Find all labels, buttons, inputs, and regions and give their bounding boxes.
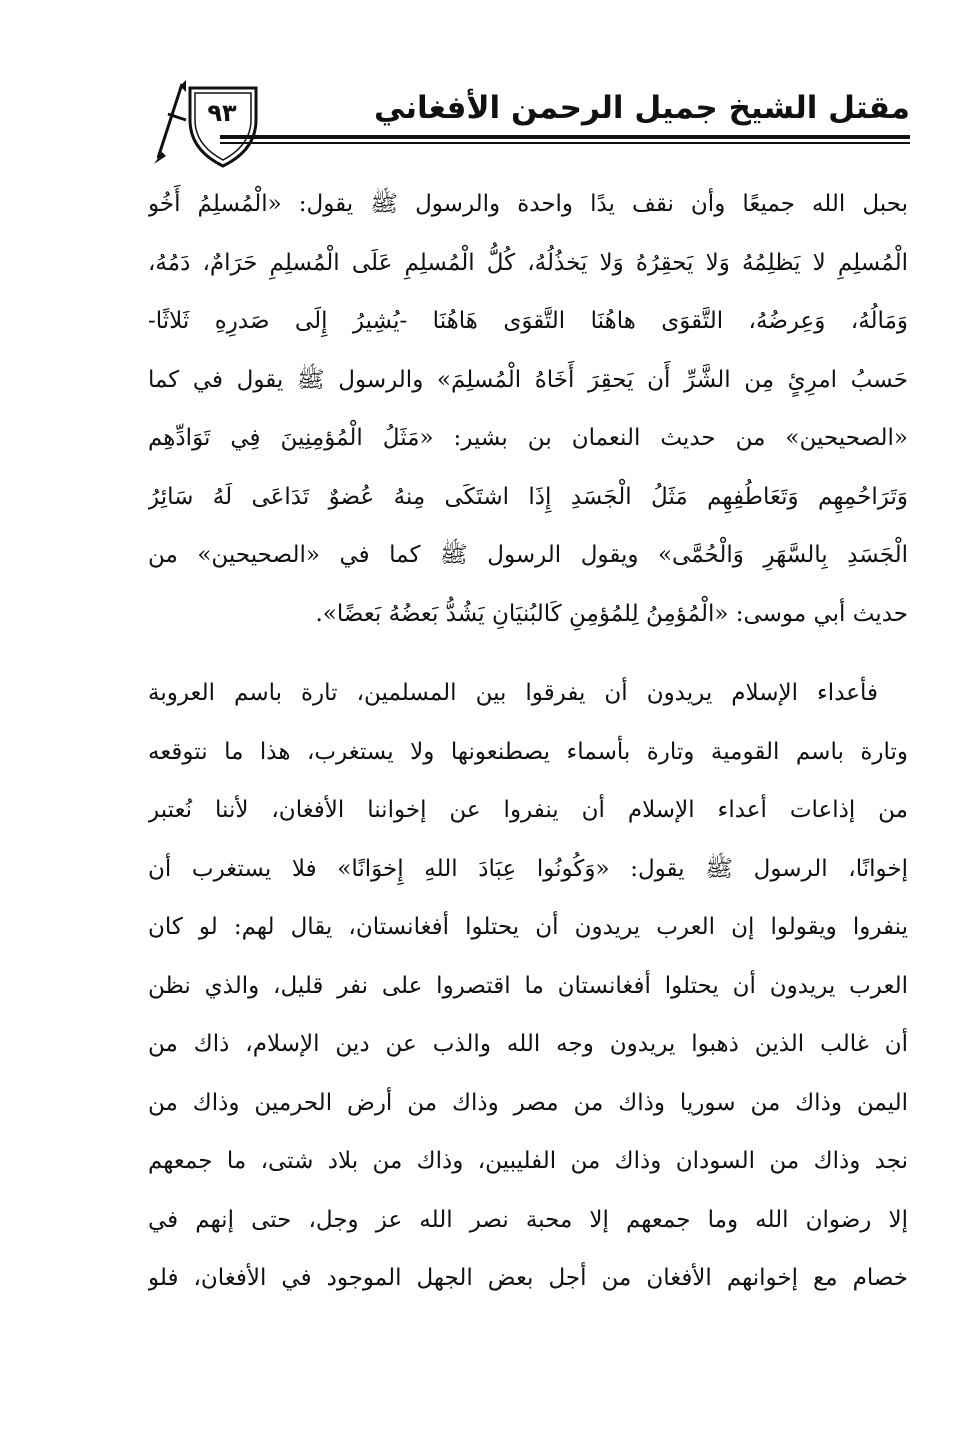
text-line: إلا رضوان الله وما جمعهم إلا محبة نصر الله عز وجل، حتى إنهم في (148, 1206, 908, 1233)
text-line: فأعداء الإسلام يريدون أن يفرقوا بين المسلمين، تارة باسم العروبة (148, 680, 878, 706)
text-line: وتارة باسم القومية وتارة بأسماء يصطنعونها ولا يستغرب، هذا ما نتوقعه (148, 738, 908, 765)
page-number: ٩٣ (207, 99, 237, 127)
text-line: نجد وذاك من السودان وذاك من الفليبين، وذاك من بلاد شتى، ما جمعهم (148, 1148, 908, 1174)
text-line: اليمن وذاك من سوريا وذاك من مصر وذاك من أرض الحرمين وذاك من (148, 1089, 908, 1116)
text-line: خصام مع إخوانهم الأفغان من أجل بعض الجهل الموجود في الأفغان، فلو (148, 1265, 908, 1291)
running-header-title: مقتل الشيخ جميل الرحمن الأفغاني (374, 90, 910, 126)
body-text (148, 175, 908, 1308)
text-line: الْمُسلِمِ لا يَظلِمُهُ وَلا يَحقِرُهُ وَلا يَخذُلُهُ، كُلُّ الْمُسلِمِ عَلَى الْمُسلِمِ حَرَامٌ، دَمُهُ، (148, 249, 908, 276)
paragraph-1 (148, 175, 908, 643)
page-number-badge (140, 80, 260, 170)
text-line: وَتَرَاحُمِهِم وَتَعَاطُفِهِم مَثَلُ الْجَسَدِ إِذَا اشتَكَى مِنهُ عُضوٌ تَدَاعَى لَهُ سَائِرُ (148, 483, 908, 510)
text-line: بحبل الله جميعًا وأن نقف يدًا واحدة والرسول ﷺ يقول: «الْمُسلِمُ أَخُو (148, 191, 908, 217)
text-line: أن غالب الذين ذهبوا يريدون وجه الله والذب عن دين الإسلام، ذاك من (148, 1031, 908, 1057)
text-line: الْجَسَدِ بِالسَّهَرِ وَالْحُمَّى» ويقول الرسول ﷺ كما في «الصحيحين» من (148, 542, 908, 568)
text-line: ينفروا ويقولوا إن العرب يريدون أن يحتلوا أفغانستان، يقال لهم: لو كان (148, 914, 908, 940)
text-line: حَسبُ امرِئٍ مِن الشَّرِّ أَن يَحقِرَ أَخَاهُ الْمُسلِمَ» والرسول ﷺ يقول في كما (148, 366, 908, 393)
text-line: العرب يريدون أن يحتلوا أفغانستان ما اقتصروا على نفر قليل، والذي نظن (148, 972, 908, 999)
text-line: إخوانًا، الرسول ﷺ يقول: «وَكُونُوا عِبَادَ اللهِ إِخوَانًا» فلا يستغرب أن (148, 855, 908, 882)
text-line: حديث أبي موسى: «الْمُؤمِنُ لِلمُؤمِنِ كَالبُنيَانِ يَشُدُّ بَعضُهُ بَعضًا». (315, 600, 908, 627)
paragraph-2 (148, 664, 908, 1308)
paragraph-gap (148, 643, 908, 664)
page-header (140, 80, 910, 170)
header-rule-thick (220, 135, 910, 139)
text-line: وَمَالُهُ، وَعِرضُهُ، التَّقوَى هاهُنَا التَّقوَى هَاهُنَا -يُشِيرُ إِلَى صَدرِهِ ثَلاثًا- (148, 308, 908, 334)
header-rule-thin (220, 142, 910, 144)
text-line: من إذاعات أعداء الإسلام أن ينفروا عن إخواننا الأفغان، لأننا نُعتبر (148, 797, 908, 823)
text-line: «الصحيحين» من حديث النعمان بن بشير: «مَثَلُ الْمُؤمِنِينَ فِي تَوَادِّهِم (148, 425, 908, 451)
